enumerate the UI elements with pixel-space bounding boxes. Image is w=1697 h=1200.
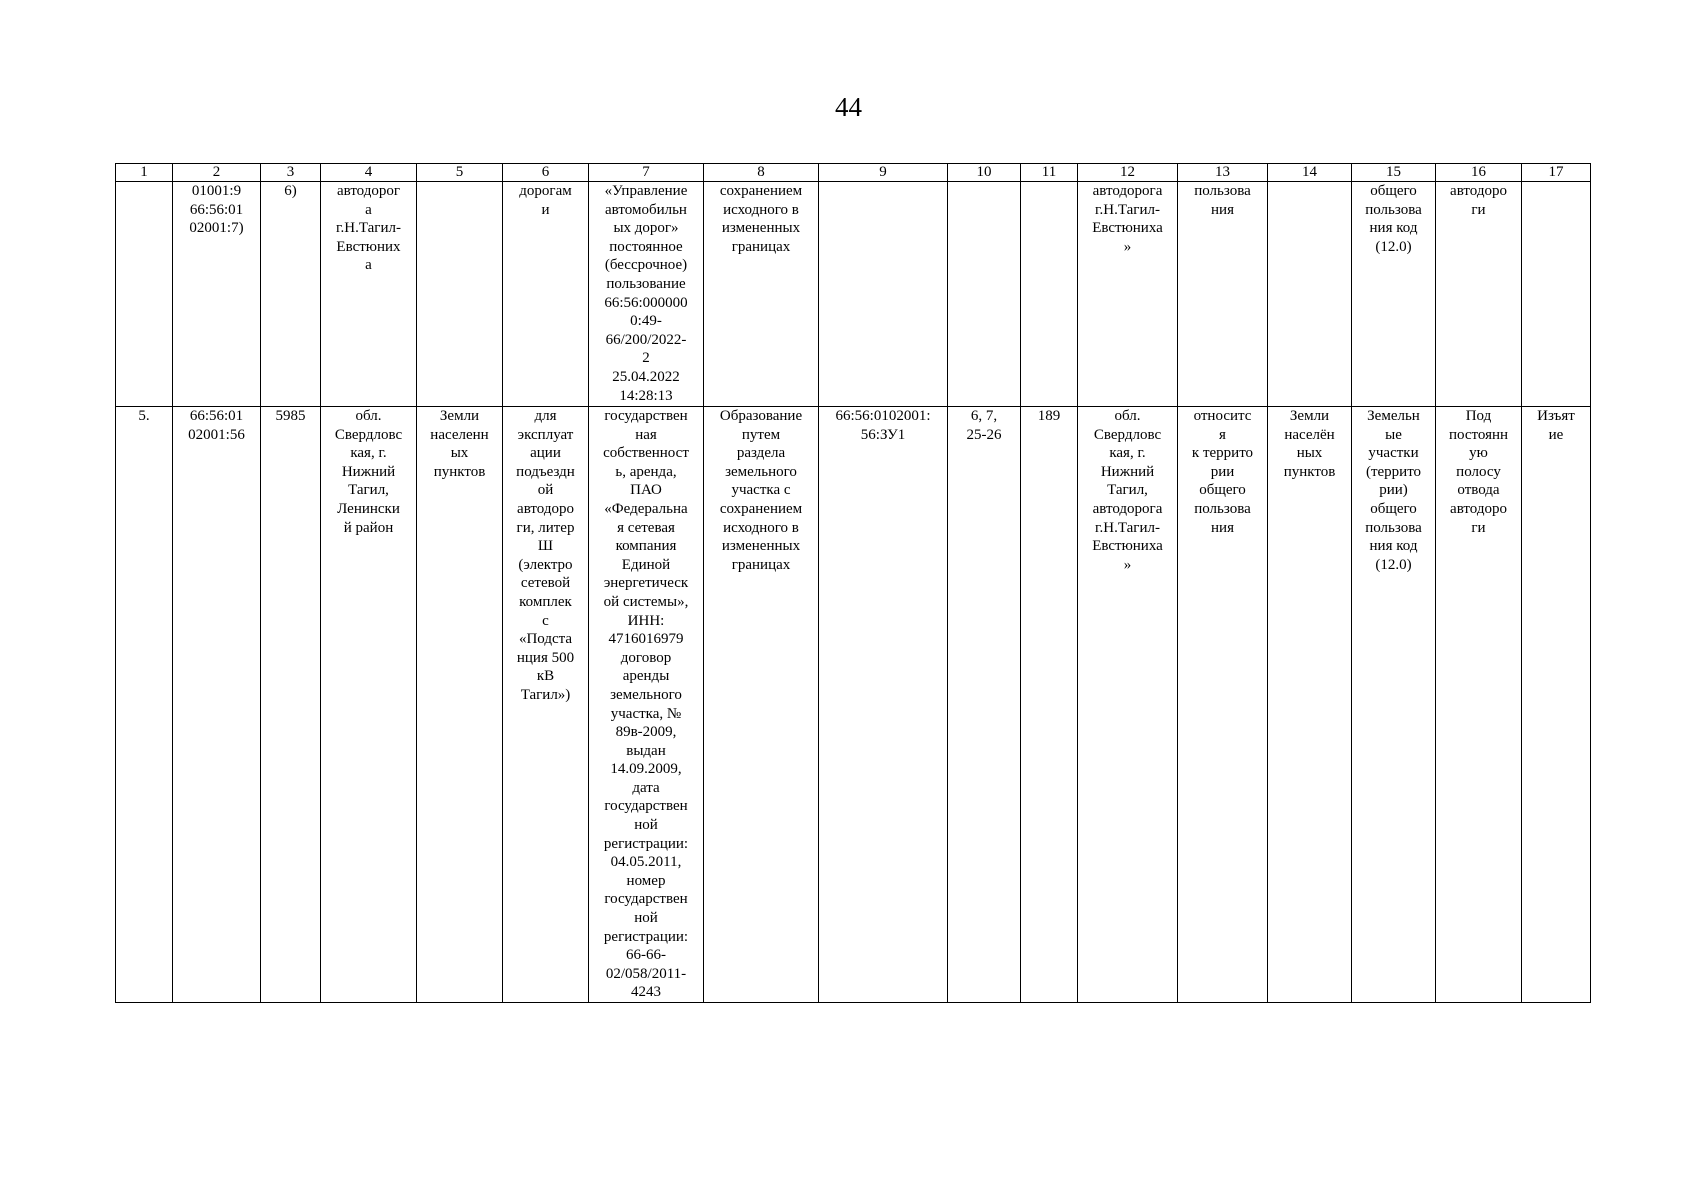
cell-text: сохранением исходного в измененных границах: [719, 183, 803, 255]
table-cell-new-use: [1352, 182, 1436, 407]
table-cell-permitted-use: [503, 407, 589, 1003]
cell-text: относитс я к террито рии общего пользова ния: [1191, 408, 1254, 536]
table-cell-new-designation: [819, 182, 948, 407]
table-cell-territory: [1178, 182, 1268, 407]
cell-text: 6, 7, 25-26: [966, 408, 1002, 443]
table-cell-new-area: [1021, 407, 1078, 1003]
table-cell-note: [1522, 407, 1591, 1003]
cell-text: 5985: [275, 408, 306, 424]
table-cell-formation-method: [704, 182, 819, 407]
column-number: 8: [704, 164, 819, 182]
table-cell-new-category: [1268, 182, 1352, 407]
table-cell-new-area: [1021, 182, 1078, 407]
cell-text: Земли населенн ых пунктов: [430, 408, 489, 480]
column-number: 5: [417, 164, 503, 182]
table-cell-address: [321, 407, 417, 1003]
table-row: [116, 182, 1591, 407]
table-cell-new-address: [1078, 182, 1178, 407]
table-cell-new-designation: [819, 407, 948, 1003]
cell-text: автодоро ги: [1450, 183, 1507, 218]
cell-text: 66:56:01 02001:56: [188, 408, 245, 443]
table-cell-area: [261, 182, 321, 407]
cell-text: «Управление автомобильн ых дорог» постоянное (бессрочное) пользование 66:56:000000 0:49- 66/200/2022- 2 25.04.2022 14:28:13: [604, 183, 688, 404]
table-cell-purpose: [1436, 407, 1522, 1003]
cell-text: 189: [1037, 408, 1061, 424]
table-cell-num: [116, 407, 173, 1003]
column-number: 16: [1436, 164, 1522, 182]
cell-text: для эксплуат ации подъездн ой автодоро ги, литер Ш (электро сетевой комплек с «Подста нция 500 кВ Тагил»): [516, 408, 575, 703]
column-number: 3: [261, 164, 321, 182]
cell-text: Образование путем раздела земельного участка с сохранением исходного в измененных границах: [719, 408, 803, 573]
column-number: 2: [173, 164, 261, 182]
table-cell-cadastral-number: [173, 182, 261, 407]
column-number: 10: [948, 164, 1021, 182]
cell-text: 01001:9 66:56:01 02001:7): [189, 183, 244, 237]
column-number-row: [116, 164, 1591, 182]
column-number: 4: [321, 164, 417, 182]
land-plots-table: [115, 163, 1591, 1003]
table-cell-permitted-use: [503, 182, 589, 407]
table-cell-note: [1522, 182, 1591, 407]
cell-text: Изъят ие: [1537, 408, 1575, 443]
table-cell-points: [948, 182, 1021, 407]
column-number: 11: [1021, 164, 1078, 182]
cell-text: автодорога г.Н.Тагил- Евстюниха »: [1092, 183, 1163, 255]
page-number: 44: [835, 92, 862, 122]
table-cell-points: [948, 407, 1021, 1003]
column-number: 17: [1522, 164, 1591, 182]
cell-text: пользова ния: [1194, 183, 1251, 218]
cell-text: 6): [284, 183, 297, 199]
column-number: 1: [116, 164, 173, 182]
table-cell-new-use: [1352, 407, 1436, 1003]
table-cell-land-category: [417, 407, 503, 1003]
table-cell-rights: [589, 182, 704, 407]
table-cell-area: [261, 407, 321, 1003]
table-cell-num: [116, 182, 173, 407]
table-cell-new-category: [1268, 407, 1352, 1003]
cell-text: дорогам и: [519, 183, 572, 218]
column-number: 12: [1078, 164, 1178, 182]
column-number: 7: [589, 164, 704, 182]
column-number: 13: [1178, 164, 1268, 182]
cell-text: автодорог а г.Н.Тагил- Евстюних а: [336, 183, 401, 274]
cell-text: обл. Свердловс кая, г. Нижний Тагил, автодорога г.Н.Тагил- Евстюниха »: [1092, 408, 1163, 573]
cell-text: Под постоянн ую полосу отвода автодоро ги: [1448, 408, 1509, 536]
cell-text: государствен ная собственност ь, аренда, ПАО «Федеральна я сетевая компания Единой энергетическ ой системы», ИНН: 4716016979 договор аренды земельного участка, № 89в-2009, выдан 14.09.2009, дата государствен ной регистрации: 04.05.2011, номер государствен ной регистрации: 66-66- 02/058/2011- 4243: [603, 408, 689, 1001]
cell-text: Земли населён ных пунктов: [1283, 408, 1336, 480]
table-cell-land-category: [417, 182, 503, 407]
column-number: 15: [1352, 164, 1436, 182]
cell-text: Земельн ые участки (террито рии) общего пользова ния код (12.0): [1365, 408, 1422, 573]
table-row: [116, 407, 1591, 1003]
table-cell-address: [321, 182, 417, 407]
table-cell-territory: [1178, 407, 1268, 1003]
table-cell-cadastral-number: [173, 407, 261, 1003]
column-number: 6: [503, 164, 589, 182]
table-cell-purpose: [1436, 182, 1522, 407]
cell-text: обл. Свердловс кая, г. Нижний Тагил, Ленински й район: [334, 408, 403, 536]
table-cell-formation-method: [704, 407, 819, 1003]
cell-text: 66:56:0102001: 56:ЗУ1: [835, 408, 931, 443]
table-cell-new-address: [1078, 407, 1178, 1003]
column-number: 14: [1268, 164, 1352, 182]
column-number: 9: [819, 164, 948, 182]
table-cell-rights: [589, 407, 704, 1003]
cell-text: общего пользова ния код (12.0): [1365, 183, 1422, 255]
cell-text: 5.: [138, 408, 150, 424]
